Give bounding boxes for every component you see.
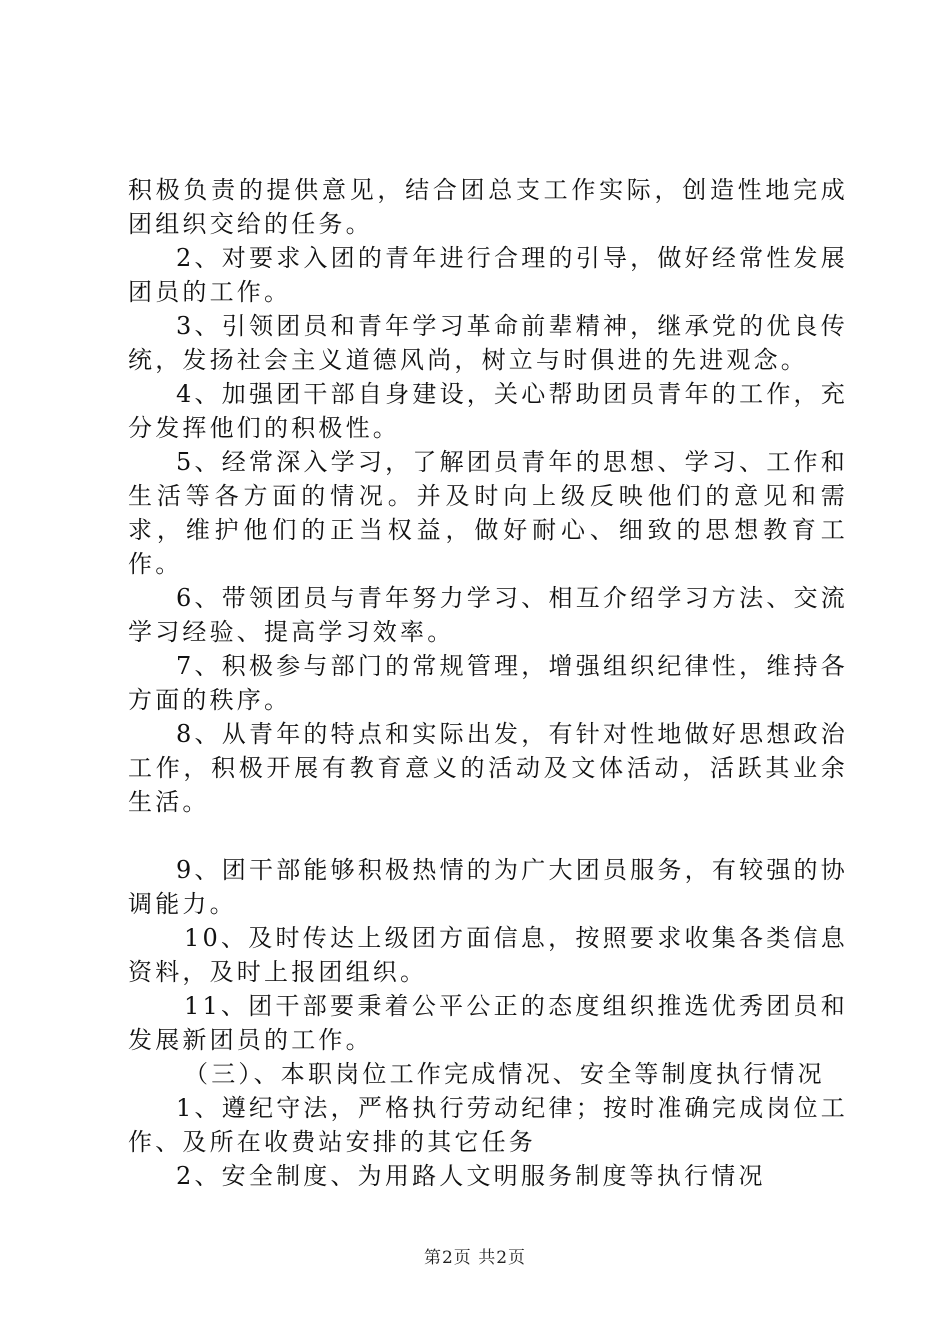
paragraph-continuation: 积极负责的提供意见，结合团总支工作实际，创造性地完成团组织交给的任务。 (128, 176, 848, 238)
paragraph-item-2: 2、对要求入团的青年进行合理的引导，做好经常性发展团员的工作。 (128, 244, 848, 306)
paragraph-item-6: 6、带领团员与青年努力学习、相互介绍学习方法、交流学习经验、提高学习效率。 (128, 584, 848, 646)
paragraph-item-11: 11、团干部要秉着公平公正的态度组织推选优秀团员和发展新团员的工作。 (128, 992, 848, 1054)
paragraph-item-9: 9、团干部能够积极热情的为广大团员服务，有较强的协调能力。 (128, 856, 848, 918)
paragraph-section3-item-1: 1、遵纪守法，严格执行劳动纪律；按时准确完成岗位工作、及所在收费站安排的其它任务 (128, 1094, 848, 1156)
document-body (128, 173, 848, 1193)
paragraph-item-8: 8、从青年的特点和实际出发，有针对性地做好思想政治工作，积极开展有教育意义的活动及文体活动，活跃其业余生活。 (128, 720, 848, 816)
paragraph-item-3: 3、引领团员和青年学习革命前辈精神，继承党的优良传统，发扬社会主义道德风尚，树立与时俱进的先进观念。 (128, 312, 848, 374)
paragraph-item-10: 10、及时传达上级团方面信息，按照要求收集各类信息资料，及时上报团组织。 (128, 924, 848, 986)
paragraph-section3-item-2: 2、安全制度、为用路人文明服务制度等执行情况 (176, 1162, 766, 1190)
paragraph-item-5: 5、经常深入学习，了解团员青年的思想、学习、工作和生活等各方面的情况。并及时向上级反映他们的意见和需求，维护他们的正当权益，做好耐心、细致的思想教育工作。 (128, 448, 848, 578)
page-number-footer: 第2页 共2页 (423, 1248, 527, 1268)
section-heading-3: （三）、本职岗位工作完成情况、安全等制度执行情况 (184, 1060, 825, 1088)
paragraph-item-7: 7、积极参与部门的常规管理，增强组织纪律性，维持各方面的秩序。 (128, 652, 848, 714)
paragraph-item-4: 4、加强团干部自身建设，关心帮助团员青年的工作，充分发挥他们的积极性。 (128, 380, 848, 442)
